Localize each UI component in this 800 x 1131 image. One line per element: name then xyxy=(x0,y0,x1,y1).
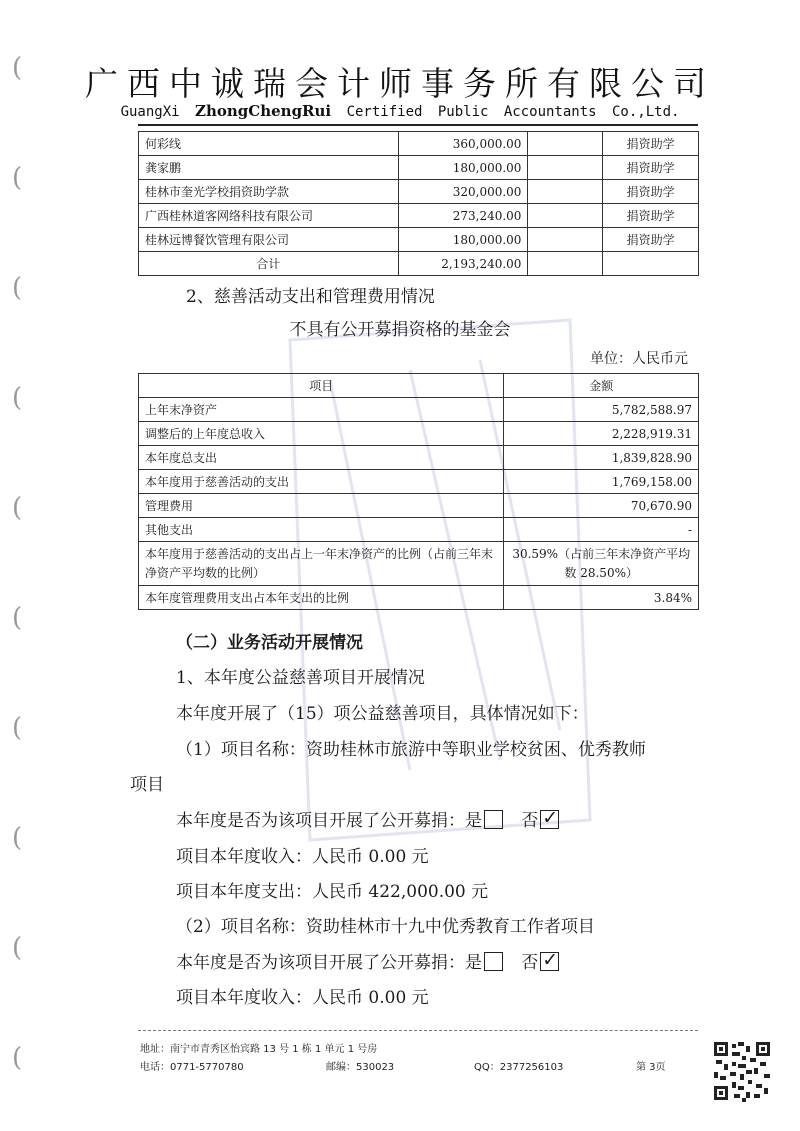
footer-postcode: 邮编：530023 xyxy=(326,1062,395,1073)
header-rule xyxy=(138,124,698,126)
binding-mark: ( xyxy=(12,713,23,743)
table-subtitle: 不具有公开募捐资格的基金会 xyxy=(289,320,511,340)
section-heading: 2、慈善活动支出和管理费用情况 xyxy=(186,287,435,307)
binding-mark: ( xyxy=(12,163,23,193)
binding-mark: ( xyxy=(12,823,23,853)
expense-item: 上年末净资产 xyxy=(139,398,504,422)
footer-address: 地址：南宁市青秀区怡宾路 13 号 1 栋 1 单元 1 号房 xyxy=(140,1044,378,1055)
binding-mark: ( xyxy=(12,53,23,83)
expense-item: 本年度总支出 xyxy=(139,446,504,470)
project-intro: 本年度开展了（15）项公益慈善项目，具体情况如下： xyxy=(176,704,589,724)
donation-purpose: 捐资助学 xyxy=(603,132,699,156)
firm-name-english xyxy=(0,102,800,120)
donation-name: 桂林远博餐饮管理有限公司 xyxy=(139,228,399,252)
col-amount-header: 金额 xyxy=(504,374,699,398)
project-2-name: （2）项目名称：资助桂林市十九中优秀教育工作者项目 xyxy=(176,917,595,937)
expense-amount: - xyxy=(504,518,699,542)
fundraise-question: 本年度是否为该项目开展了公开募捐：是 xyxy=(176,811,482,831)
donation-note xyxy=(528,180,603,204)
firm-name-chinese: 广西中诚瑞会计师事务所有限公司 xyxy=(85,64,715,103)
project-1-name-cont: 项目 xyxy=(130,775,164,795)
expense-amount: 70,670.90 xyxy=(504,494,699,518)
binding-mark: ( xyxy=(12,603,23,633)
binding-mark: ( xyxy=(12,1043,23,1073)
footer-divider xyxy=(138,1030,698,1031)
donation-note xyxy=(528,132,603,156)
donation-amount: 360,000.00 xyxy=(398,132,528,156)
expense-amount: 2,228,919.31 xyxy=(504,422,699,446)
total-note xyxy=(528,252,603,276)
no-checkbox-checked xyxy=(540,810,559,829)
expense-table xyxy=(138,373,699,610)
project-2-fundraise xyxy=(176,948,561,973)
total-amount: 2,193,240.00 xyxy=(398,252,528,276)
donation-amount: 180,000.00 xyxy=(398,228,528,252)
expense-amount: 5,782,588.97 xyxy=(504,398,699,422)
donation-note xyxy=(528,156,603,180)
expense-item: 管理费用 xyxy=(139,494,504,518)
project-subheading: 1、本年度公益慈善项目开展情况 xyxy=(176,668,425,688)
donation-name: 桂林市奎光学校捐资助学款 xyxy=(139,180,399,204)
unit-label: 单位：人民币元 xyxy=(590,351,688,367)
yes-checkbox xyxy=(484,952,503,971)
binding-mark: ( xyxy=(12,273,23,303)
project-2-income: 项目本年度收入：人民币 0.00 元 xyxy=(176,988,429,1008)
firm-name-en-bold: ZhongChengRui xyxy=(195,102,332,120)
footer-page-number: 第 3页 xyxy=(636,1062,666,1073)
donation-name: 何彩线 xyxy=(139,132,399,156)
expense-row xyxy=(139,470,699,494)
mgmt-ratio-value: 3.84% xyxy=(504,586,699,610)
donation-purpose: 捐资助学 xyxy=(603,180,699,204)
qr-code-icon xyxy=(712,1040,772,1102)
project-1-fundraise xyxy=(176,806,561,831)
donation-purpose: 捐资助学 xyxy=(603,228,699,252)
expense-item: 本年度用于慈善活动的支出 xyxy=(139,470,504,494)
ratio-value: 30.59%（占前三年末净资产平均数 28.50%） xyxy=(504,542,699,586)
donation-note xyxy=(528,204,603,228)
firm-name-en-suffix: Certified Public Accountants Co.,Ltd. xyxy=(346,104,680,120)
donation-row xyxy=(139,204,699,228)
donation-row xyxy=(139,228,699,252)
binding-mark: ( xyxy=(12,493,23,523)
donation-purpose: 捐资助学 xyxy=(603,204,699,228)
donation-name: 龚家鹏 xyxy=(139,156,399,180)
total-purpose xyxy=(603,252,699,276)
ratio-item: 本年度用于慈善活动的支出占上一年末净资产的比例（占前三年末净资产平均数的比例） xyxy=(139,542,504,586)
project-1-expense: 项目本年度支出：人民币 422,000.00 元 xyxy=(176,882,489,902)
expense-row xyxy=(139,398,699,422)
ratio-row xyxy=(139,542,699,586)
expense-item: 其他支出 xyxy=(139,518,504,542)
expense-header-row xyxy=(139,374,699,398)
firm-name-en-prefix: GuangXi xyxy=(120,104,180,120)
total-label: 合计 xyxy=(139,252,399,276)
footer-phone: 电话：0771-5770780 xyxy=(140,1062,244,1073)
donations-total-row xyxy=(139,252,699,276)
expense-row xyxy=(139,494,699,518)
mgmt-ratio-item: 本年度管理费用支出占本年支出的比例 xyxy=(139,586,504,610)
donations-table xyxy=(138,131,699,276)
project-1-income: 项目本年度收入：人民币 0.00 元 xyxy=(176,847,429,867)
mgmt-ratio-row xyxy=(139,586,699,610)
binding-mark: ( xyxy=(12,933,23,963)
fundraise-question: 本年度是否为该项目开展了公开募捐：是 xyxy=(176,953,482,973)
expense-row xyxy=(139,518,699,542)
donation-purpose: 捐资助学 xyxy=(603,156,699,180)
donation-row xyxy=(139,132,699,156)
donation-note xyxy=(528,228,603,252)
col-item-header: 项目 xyxy=(139,374,504,398)
donation-name: 广西桂林道客网络科技有限公司 xyxy=(139,204,399,228)
donation-amount: 320,000.00 xyxy=(398,180,528,204)
expense-item: 调整后的上年度总收入 xyxy=(139,422,504,446)
expense-row xyxy=(139,446,699,470)
project-1-name: （1）项目名称：资助桂林市旅游中等职业学校贫困、优秀教师 xyxy=(176,740,646,760)
expense-row xyxy=(139,422,699,446)
no-checkbox-checked xyxy=(540,952,559,971)
expense-amount: 1,839,828.90 xyxy=(504,446,699,470)
business-section-heading: （二）业务活动开展情况 xyxy=(176,633,363,653)
expense-amount: 1,769,158.00 xyxy=(504,470,699,494)
yes-checkbox xyxy=(484,810,503,829)
donation-row xyxy=(139,156,699,180)
footer-qq: QQ：2377256103 xyxy=(474,1062,564,1073)
donation-amount: 273,240.00 xyxy=(398,204,528,228)
donation-amount: 180,000.00 xyxy=(398,156,528,180)
no-label: 否 xyxy=(521,811,539,831)
no-label: 否 xyxy=(521,953,539,973)
donation-row xyxy=(139,180,699,204)
binding-mark: ( xyxy=(12,383,23,413)
